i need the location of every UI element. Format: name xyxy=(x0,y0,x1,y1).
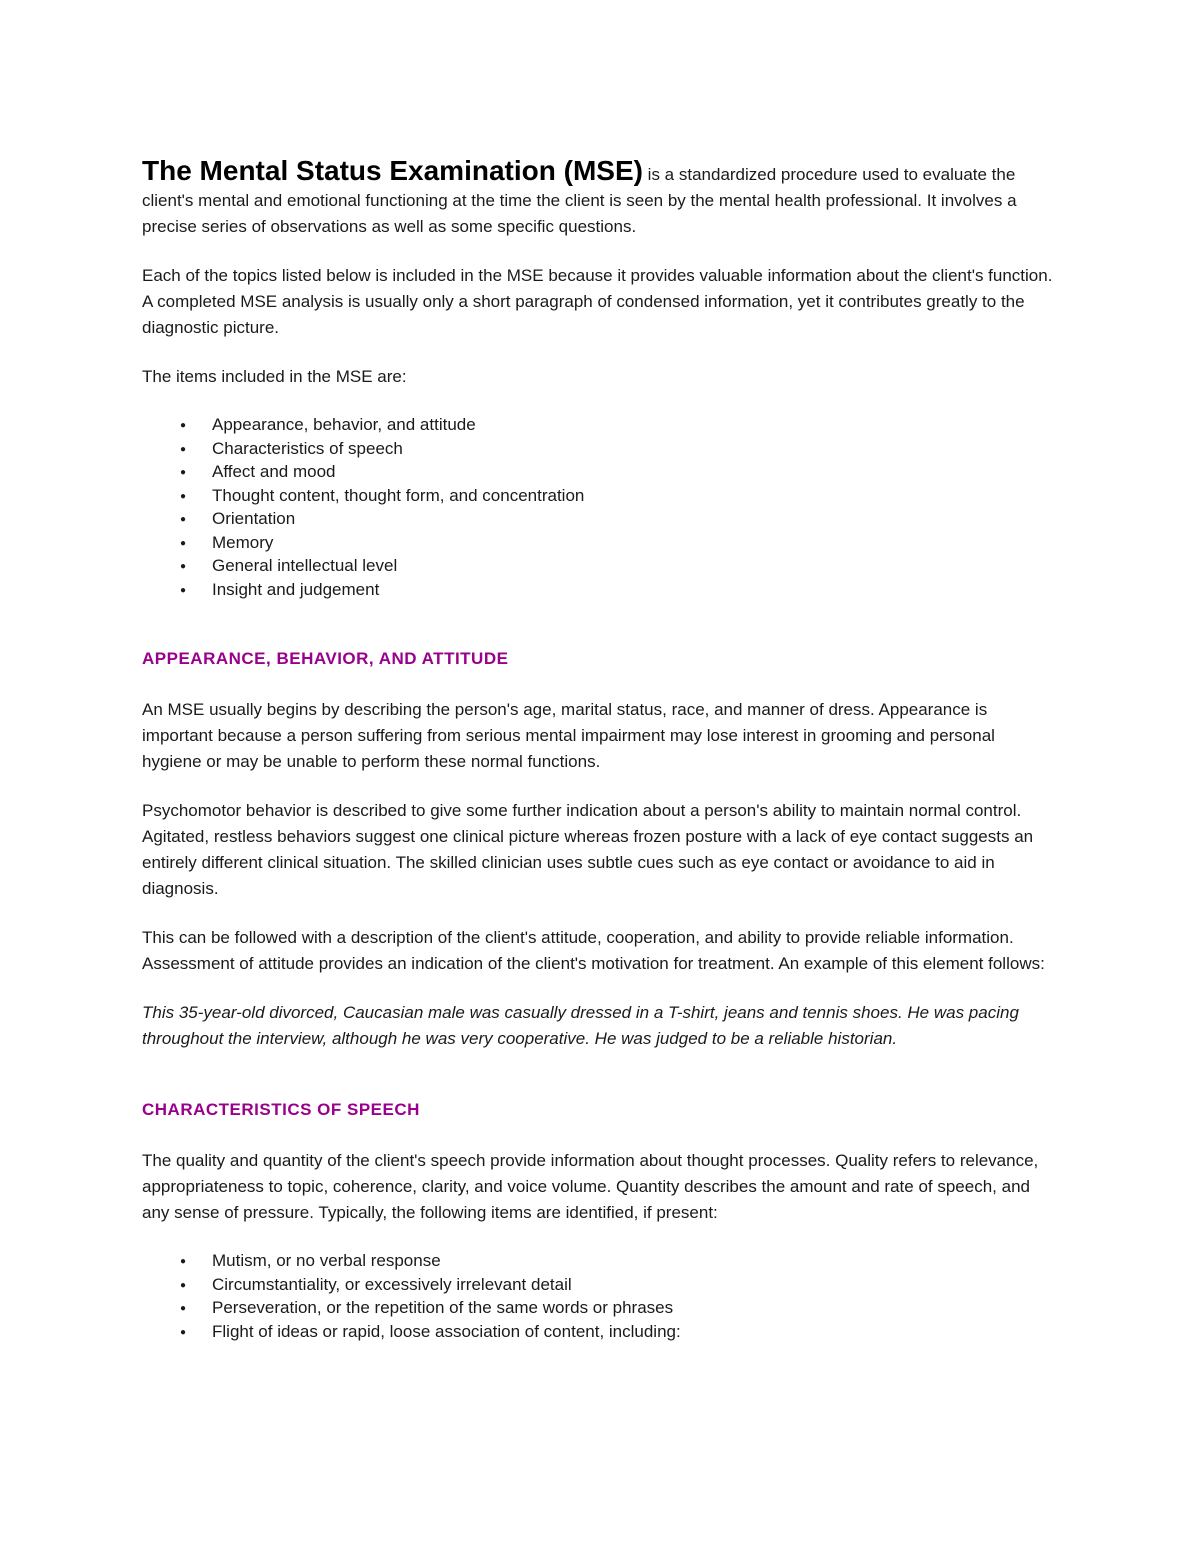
list-item: ● General intellectual level xyxy=(142,554,1058,578)
list-item: ● Perseveration, or the repetition of the same words or phrases xyxy=(142,1296,1058,1320)
appearance-example-paragraph: This 35-year-old divorced, Caucasian male was casually dressed in a T-shirt, jeans and tennis shoes. He was pacing throughout the interview, although he was very cooperative. He was judged to be a reliable historian. xyxy=(142,1003,1019,1048)
list-item: ● Appearance, behavior, and attitude xyxy=(142,413,1058,437)
list-item: ● Memory xyxy=(142,531,1058,555)
list-item: ● Affect and mood xyxy=(142,460,1058,484)
list-item: ● Circumstantiality, or excessively irrelevant detail xyxy=(142,1273,1058,1297)
intro-paragraph xyxy=(142,155,1058,240)
list-item: ● Characteristics of speech xyxy=(142,437,1058,461)
list-item: ● Flight of ideas or rapid, loose association of content, including: xyxy=(142,1320,1058,1344)
speech-paragraph-1: The quality and quantity of the client's speech provide information about thought processes. Quality refers to relevance, appropriateness to topic, coherence, clarity, and voice volume. Quantity describes the amount and rate of speech, and any sense of pressure. Typically, the following items are identified, if present: xyxy=(142,1151,1039,1222)
topics-paragraph: Each of the topics listed below is included in the MSE because it provides valuable information about the client's function. A completed MSE analysis is usually only a short paragraph of condensed information, yet it contributes greatly to the diagnostic picture. xyxy=(142,266,1053,337)
page-title: The Mental Status Examination (MSE) xyxy=(142,155,643,186)
appearance-paragraph-3: This can be followed with a description of the client's attitude, cooperation, and ability to provide reliable information. Assessment of attitude provides an indication of the client's motivation for treatment. An example of this element follows: xyxy=(142,928,1045,973)
appearance-paragraph-2: Psychomotor behavior is described to give some further indication about a person's ability to maintain normal control. Agitated, restless behaviors suggest one clinical picture whereas frozen posture with a lack of eye contact suggests an entirely different clinical situation. The skilled clinician uses subtle cues such as eye contact or avoidance to aid in diagnosis. xyxy=(142,801,1034,898)
list-item: ● Thought content, thought form, and concentration xyxy=(142,484,1058,508)
speech-items-list xyxy=(142,1249,1058,1343)
list-item: ● Insight and judgement xyxy=(142,578,1058,602)
list-item: ● Mutism, or no verbal response xyxy=(142,1249,1058,1273)
section-heading-speech: CHARACTERISTICS OF SPEECH xyxy=(142,1100,420,1119)
mse-items-list xyxy=(142,413,1058,601)
list-item: ● Orientation xyxy=(142,507,1058,531)
section-heading-appearance: APPEARANCE, BEHAVIOR, AND ATTITUDE xyxy=(142,649,509,668)
intro-text: is a standardized procedure used to evaluate the client's mental and emotional functioning at the time the client is seen by the mental health professional. It involves a precise series of observations as well as some specific questions. xyxy=(142,165,1017,236)
appearance-paragraph-1: An MSE usually begins by describing the person's age, marital status, race, and manner of dress. Appearance is important because a person suffering from serious mental impairment may lose interest in grooming and personal hygiene or may be unable to perform these normal functions. xyxy=(142,700,995,771)
items-intro-paragraph: The items included in the MSE are: xyxy=(142,367,407,386)
